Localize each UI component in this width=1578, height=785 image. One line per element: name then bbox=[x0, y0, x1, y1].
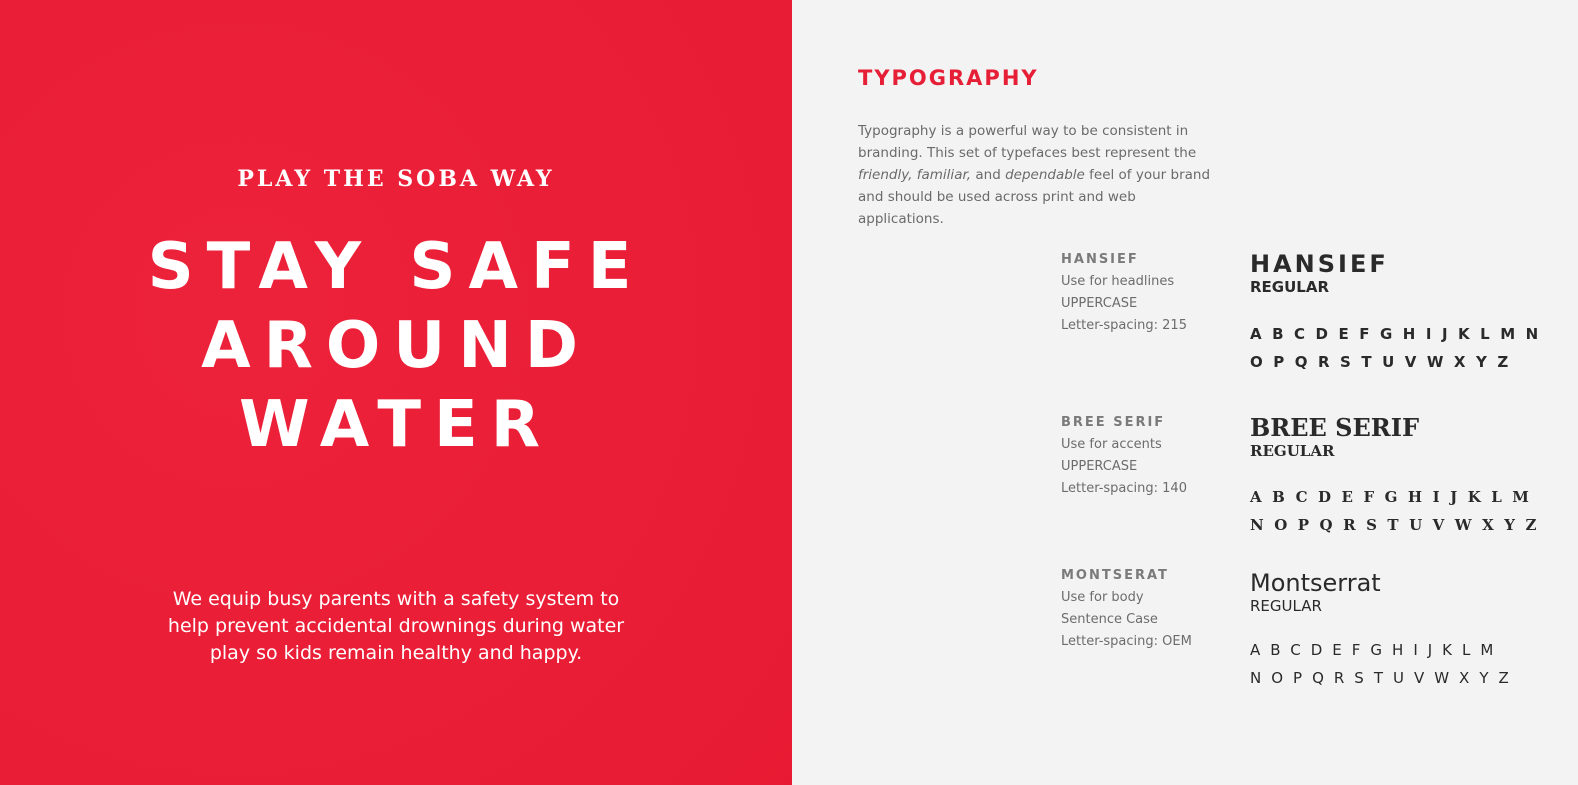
intro-emphasis: friendly, familiar, bbox=[858, 167, 972, 183]
specimen-weight: REGULAR bbox=[1250, 278, 1330, 296]
hero-tagline: PLAY THE SOBA WAY bbox=[237, 166, 555, 192]
specimen-name: Montserrat bbox=[1250, 569, 1381, 597]
font-info-hansief bbox=[1061, 249, 1231, 337]
specimen-alphabet-line: ABCDEFGHIJKLM bbox=[1250, 641, 1504, 659]
specimen-name: BREE SERIF bbox=[1250, 413, 1420, 442]
specimen-alphabet-line: NOPQRSTUVWXYZ bbox=[1250, 669, 1519, 687]
hero-headline bbox=[0, 228, 792, 465]
typography-intro bbox=[858, 120, 1218, 230]
specimen-bree-serif bbox=[1250, 415, 1550, 539]
intro-text: feel of your brand and should be used across print and web applications. bbox=[858, 167, 1211, 227]
font-name: HANSIEF bbox=[1061, 252, 1139, 267]
font-info-montserat bbox=[1061, 565, 1231, 653]
hero-headline-line: STAY SAFE bbox=[147, 230, 645, 304]
specimen-montserrat bbox=[1250, 570, 1550, 692]
specimen-name: HANSIEF bbox=[1250, 250, 1389, 278]
font-name: MONTSERAT bbox=[1061, 568, 1169, 583]
font-case: UPPERCASE bbox=[1061, 459, 1138, 474]
typography-title: TYPOGRAPHY bbox=[858, 66, 1039, 90]
hero-headline-line: WATER bbox=[239, 388, 553, 462]
specimen-hansief bbox=[1250, 251, 1550, 376]
hero-headline-line: AROUND bbox=[201, 309, 591, 383]
font-case: Sentence Case bbox=[1061, 612, 1158, 627]
font-letter-spacing: Letter-spacing: 215 bbox=[1061, 318, 1187, 333]
font-letter-spacing: Letter-spacing: 140 bbox=[1061, 481, 1187, 496]
font-letter-spacing: Letter-spacing: OEM bbox=[1061, 634, 1192, 649]
specimen-weight: REGULAR bbox=[1250, 597, 1322, 615]
intro-text: and bbox=[975, 167, 1001, 183]
font-name: BREE SERIF bbox=[1061, 415, 1166, 430]
intro-text: Typography is a powerful way to be consistent in branding. This set of typefaces best represent the bbox=[858, 123, 1197, 161]
font-usage: Use for body bbox=[1061, 590, 1144, 605]
font-usage: Use for headlines bbox=[1061, 274, 1175, 289]
font-case: UPPERCASE bbox=[1061, 296, 1138, 311]
hero-body-copy: We equip busy parents with a safety system to help prevent accidental drownings during water play so kids remain healthy and happy. bbox=[167, 588, 625, 664]
specimen-alphabet-line: ABCDEFGHIJKLMN bbox=[1250, 325, 1549, 343]
specimen-alphabet-line: NOPQRSTUVWXYZ bbox=[1250, 516, 1547, 534]
specimen-weight: REGULAR bbox=[1250, 442, 1335, 460]
intro-emphasis: dependable bbox=[1005, 167, 1085, 183]
specimen-alphabet-line: ABCDEFGHIJKLM bbox=[1250, 488, 1540, 506]
specimen-alphabet-line: OPQRSTUVWXYZ bbox=[1250, 353, 1519, 371]
font-info-bree-serif bbox=[1061, 412, 1231, 500]
font-usage: Use for accents bbox=[1061, 437, 1162, 452]
